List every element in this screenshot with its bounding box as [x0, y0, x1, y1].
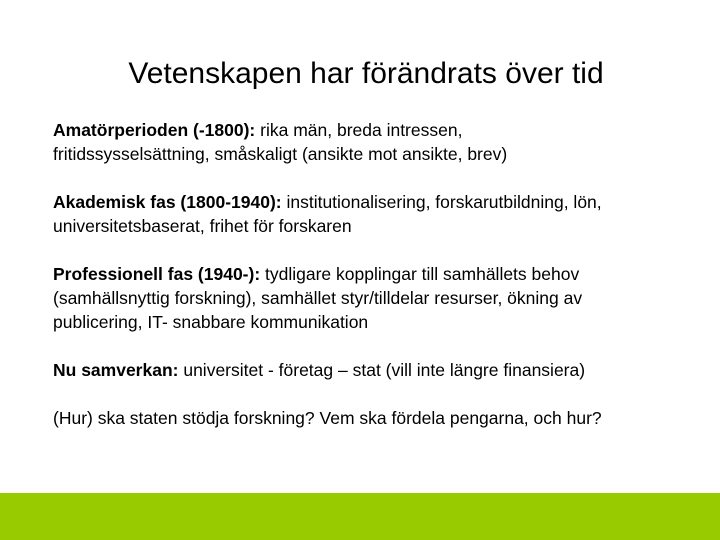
paragraph-line: publicering, IT- snabbare kommunikation [53, 312, 369, 332]
paragraph-line [53, 262, 582, 286]
paragraph-line: (samhällsnyttig forskning), samhället styr/tilldelar resurser, ökning av [53, 288, 583, 308]
paragraph-heading: Nu samverkan: [53, 360, 179, 380]
paragraph-text: institutionalisering, forskarutbildning, lön, [281, 192, 602, 212]
paragraph-collaboration-now [53, 358, 585, 382]
paragraph-heading: Amatörperioden (-1800): [53, 120, 256, 140]
paragraph-text: rika män, breda intressen, [255, 120, 463, 140]
paragraph-question [53, 406, 602, 430]
slide-title: Vetenskapen har förändrats över tid [128, 57, 604, 90]
paragraph-heading: Professionell fas (1940-): [53, 264, 261, 284]
paragraph-line [53, 190, 602, 214]
paragraph-text: universitet - företag – stat (vill inte längre finansiera) [178, 360, 586, 380]
paragraph-line [53, 118, 507, 142]
paragraph-line [53, 358, 585, 382]
paragraph-text: tydligare kopplingar till samhällets behov [260, 264, 580, 284]
footer-bar [0, 493, 720, 540]
paragraph-line: fritidssysselsättning, småskaligt (ansikte mot ansikte, brev) [53, 144, 508, 164]
paragraph-line: (Hur) ska staten stödja forskning? Vem ska fördela pengarna, och hur? [53, 408, 602, 428]
paragraph-professional-phase [53, 262, 582, 334]
paragraph-amateur-period [53, 118, 507, 166]
paragraph-line: universitetsbaserat, frihet för forskaren [53, 216, 352, 236]
paragraph-academic-phase [53, 190, 602, 238]
paragraph-heading: Akademisk fas (1800-1940): [53, 192, 282, 212]
